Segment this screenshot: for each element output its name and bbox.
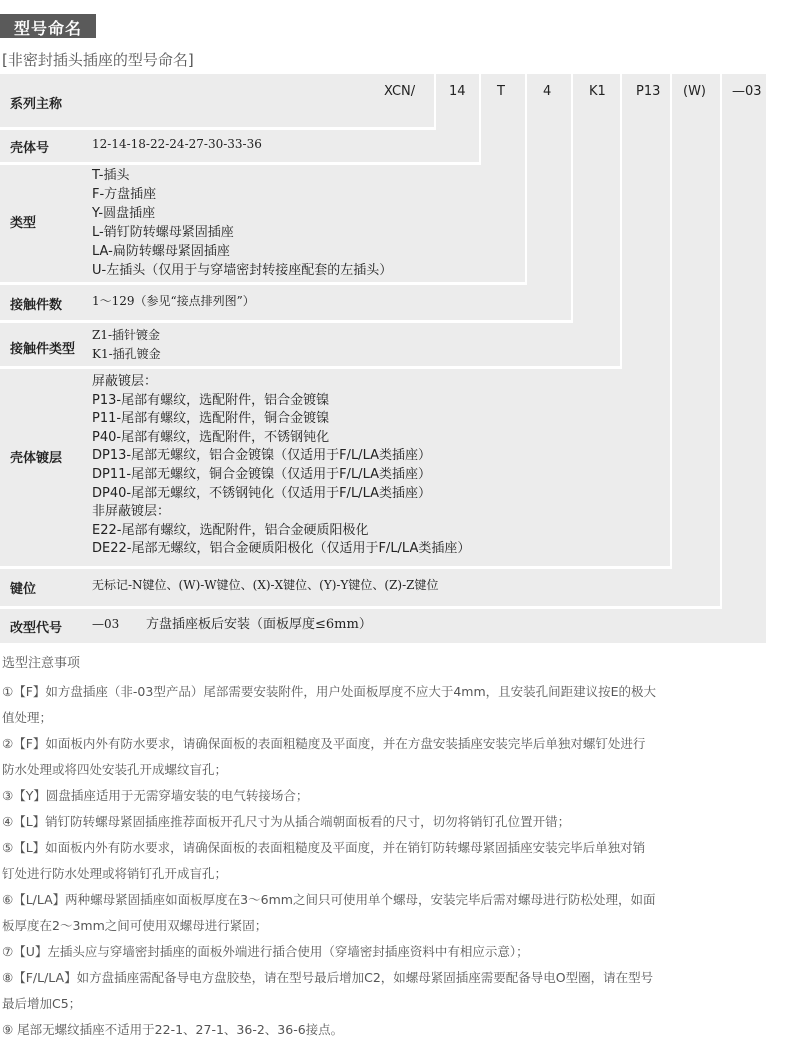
plating-item: P13-尾部有螺纹，选配附件，铝合金镀镍 <box>92 392 330 408</box>
type-item: LA-扁防转螺母紧固插座 <box>92 244 230 259</box>
plating-item: DP13-尾部无螺纹，铝合金镀镍（仅适用于F/L/LA类插座） <box>92 448 431 464</box>
row-label-key: 键位 <box>10 582 37 597</box>
plating-item: P40-尾部有螺纹，选配附件，不锈钢钝化 <box>92 429 330 445</box>
plating-item: 屏蔽镀层： <box>92 374 158 389</box>
mod-value: 方盘插座板后安装（面板厚度≤6mm） <box>146 617 372 632</box>
row-divider <box>0 366 622 369</box>
row-label-plating: 壳体镀层 <box>10 451 63 466</box>
note-line: ④【L】销钉防转螺母紧固插座推荐面板开孔尺寸为从插合端朝面板看的尺寸，切勿将销钉孔位置开错； <box>2 814 571 829</box>
col-gap <box>525 74 527 282</box>
row-label-series: 系列主称 <box>10 97 63 112</box>
plating-item: DE22-尾部无螺纹，铝合金硬质阳极化（仅适用于F/L/LA类插座） <box>92 541 471 557</box>
row-divider <box>0 282 527 285</box>
contact-type-item: K1-插孔镀金 <box>92 347 161 361</box>
code-type: T <box>497 84 505 99</box>
note-line: ⑧【F/L/LA】如方盘插座需配备导电方盘胶垫，请在型号最后增加C2，如螺母紧固插座需要配备导电O型圈，请在型号 <box>2 970 654 985</box>
note-line: ⑥【L/LA】两种螺母紧固插座如面板厚度在3～6mm之间只可使用单个螺母，安装完毕后需对螺母进行防松处理，如面 <box>2 892 656 907</box>
row-label-mod: 改型代号 <box>10 621 63 636</box>
row-divider <box>0 606 722 609</box>
shell-values: 12-14-18-22-24-27-30-33-36 <box>92 137 262 151</box>
row-divider <box>0 127 436 130</box>
row-divider <box>0 320 573 323</box>
col-gap <box>620 74 622 366</box>
note-line: 值处理； <box>2 710 53 725</box>
type-item: U-左插头（仅用于与穿墙密封转接座配套的左插头） <box>92 263 393 278</box>
plating-item: DP11-尾部无螺纹，铜合金镀镍（仅适用于F/L/LA类插座） <box>92 466 431 482</box>
plating-item: DP40-尾部无螺纹，不锈钢钝化（仅适用于F/L/LA类插座） <box>92 485 431 501</box>
col-gap <box>434 74 436 127</box>
section-title-bar <box>0 14 96 38</box>
type-item: L-销钉防转螺母紧固插座 <box>92 225 234 240</box>
panel-code-xcn <box>0 74 434 127</box>
code-xcn: XCN/ <box>384 84 416 99</box>
code-contact-type: K1 <box>589 84 606 99</box>
notes-title: 选型注意事项 <box>2 656 81 671</box>
code-plating: P13 <box>636 84 661 99</box>
note-line: ①【F】如方盘插座（非-03型产品）尾部需要安装附件，用户处面板厚度不应大于4mm，且安装孔间距建议按E的极大 <box>2 684 657 699</box>
col-gap <box>479 74 481 162</box>
note-line: 钉处进行防水处理或将销钉孔开成盲孔； <box>2 866 228 881</box>
note-line: 防水处理或将四处安装孔开成螺纹盲孔； <box>2 762 228 777</box>
note-line: ⑤【L】如面板内外有防水要求，请确保面板的表面粗糙度及平面度，并在销钉防转螺母紧固插座安装完毕后单独对销 <box>2 840 646 855</box>
subtitle: [非密封插头插座的型号命名] <box>2 51 194 69</box>
note-line: ⑨ 尾部无螺纹插座不适用于22-1、27-1、36-2、36-6接点。 <box>2 1022 344 1037</box>
type-item: Y-圆盘插座 <box>92 206 156 221</box>
code-mod: —03 <box>732 84 762 99</box>
note-line: ⑦【U】左插头应与穿墙密封插座的面板外端进行插合使用（穿墙密封插座资料中有相应示意）； <box>2 944 529 959</box>
col-gap <box>571 74 573 320</box>
note-line: 最后增加C5； <box>2 996 82 1011</box>
note-line: ③【Y】圆盘插座适用于无需穿墙安装的电气转接场合； <box>2 788 309 803</box>
type-list <box>92 166 392 280</box>
contact-type-list <box>92 326 161 364</box>
type-item: T-插头 <box>92 168 130 183</box>
row-label-shell: 壳体号 <box>10 141 50 156</box>
mod-code: —03 <box>92 617 120 631</box>
note-line: 板厚度在2～3mm之间可使用双螺母进行紧固； <box>2 918 268 933</box>
col-gap <box>720 74 722 606</box>
plating-item: 非屏蔽镀层： <box>92 504 171 520</box>
code-key: (W) <box>683 84 706 99</box>
key-value: 无标记-N键位、(W)-W键位、(X)-X键位、(Y)-Y键位、(Z)-Z键位 <box>92 578 439 592</box>
contacts-value: 1～129（参见“接点排列图”） <box>92 294 255 308</box>
type-item: F-方盘插座 <box>92 187 157 202</box>
selection-notes <box>2 652 792 1043</box>
row-label-type: 类型 <box>10 216 37 231</box>
row-label-contact-type: 接触件类型 <box>10 342 76 357</box>
code-contacts: 4 <box>543 84 552 99</box>
code-shell: 14 <box>449 84 466 99</box>
plating-item: E22-尾部有螺纹，选配附件，铝合金硬质阳极化 <box>92 522 369 538</box>
note-line: ②【F】如面板内外有防水要求，请确保面板的表面粗糙度及平面度，并在方盘安装插座安装完毕后单独对螺钉处进行 <box>2 736 646 751</box>
row-divider <box>0 162 481 165</box>
plating-item: P11-尾部有螺纹，选配附件，铜合金镀镍 <box>92 411 330 427</box>
plating-list <box>92 373 470 559</box>
col-gap <box>670 74 672 566</box>
row-label-contacts: 接触件数 <box>10 298 63 313</box>
row-divider <box>0 566 672 569</box>
contact-type-item: Z1-插针镀金 <box>92 328 161 342</box>
section-title: 型号命名 <box>14 19 83 38</box>
